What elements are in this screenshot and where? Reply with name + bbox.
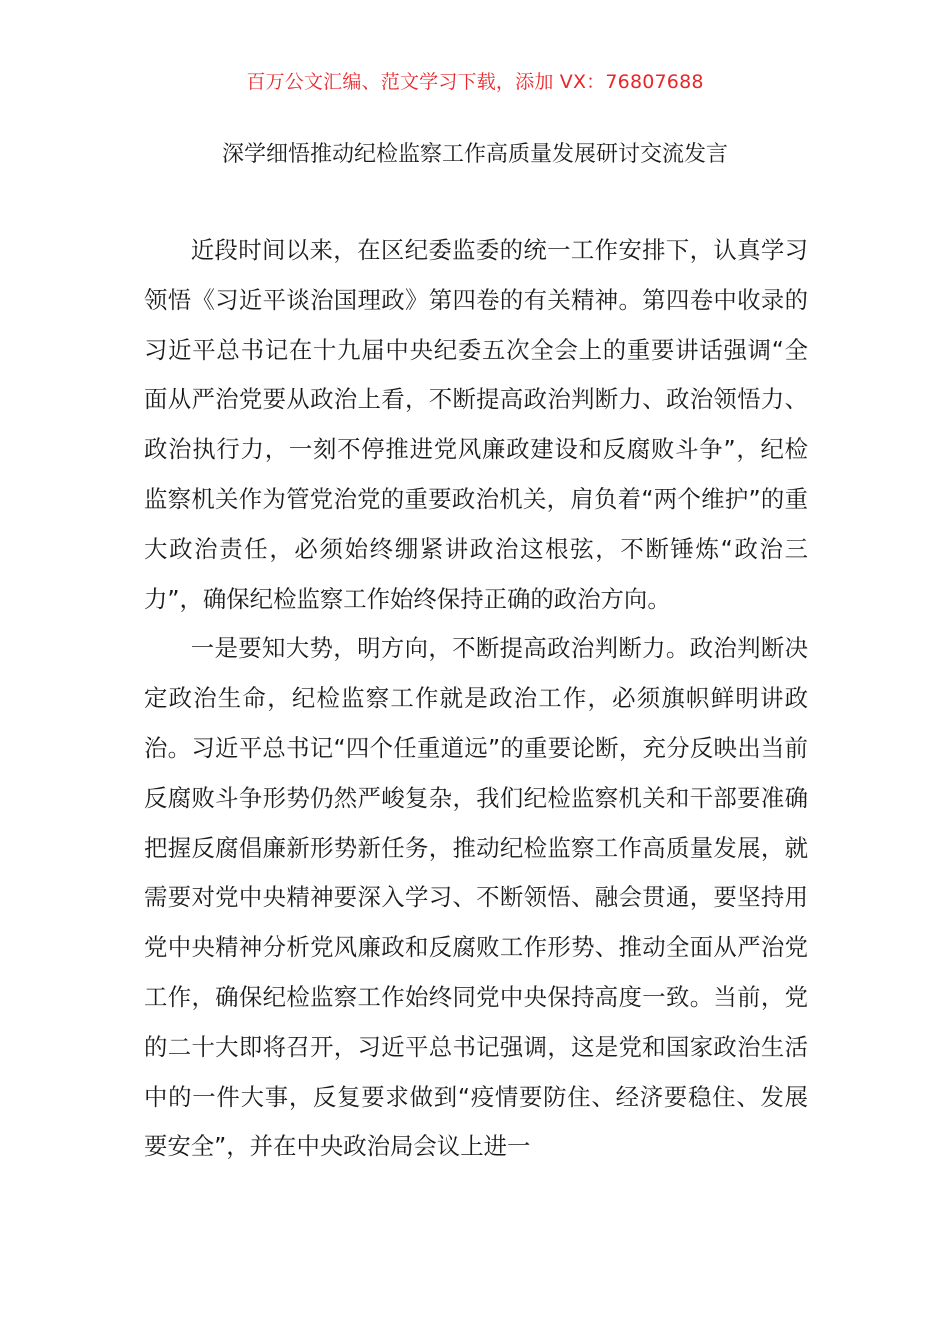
paragraph-point-one: 一是要知大势，明方向，不断提高政治判断力。政治判断决定政治生命，纪检监察工作就是政治工作，必须旗帜鲜明讲政治。习近平总书记“四个任重道远”的重要论断，充分反映出当前反腐败斗争形势仍然严峻复杂，我们纪检监察机关和干部要准确把握反腐倡廉新形势新任务，推动纪检监察工作高质量发展，就需要对党中央精神要深入学习、不断领悟、融会贯通，要坚持用党中央精神分析党风廉政和反腐败工作形势、推动全面从严治党工作，确保纪检监察工作始终同党中央保持高度一致。当前，党的二十大即将召开，习近平总书记强调，这是党和国家政治生活中的一件大事，反复要求做到“疫情要防住、经济要稳住、发展要安全”，并在中央政治局会议上进一 [144, 634, 808, 1161]
header-banner: 百万公文汇编、范文学习下载，添加 VX：76807688 [246, 71, 704, 93]
document-title: 深学细悟推动纪检监察工作高质量发展研讨交流发言 [221, 142, 728, 167]
paragraph-intro: 近段时间以来，在区纪委监委的统一工作安排下，认真学习领悟《习近平谈治国理政》第四卷的有关精神。第四卷中收录的习近平总书记在十九届中央纪委五次全会上的重要讲话强调“全面从严治党要从政治上看，不断提高政治判断力、政治领悟力、政治执行力，一刻不停推进党风廉政建设和反腐败斗争”，纪检监察机关作为管党治党的重要政治机关，肩负着“两个维护”的重大政治责任，必须始终绷紧讲政治这根弦，不断锤炼“政治三力”，确保纪检监察工作始终保持正确的政治方向。 [144, 236, 808, 613]
document-body [144, 226, 808, 1172]
